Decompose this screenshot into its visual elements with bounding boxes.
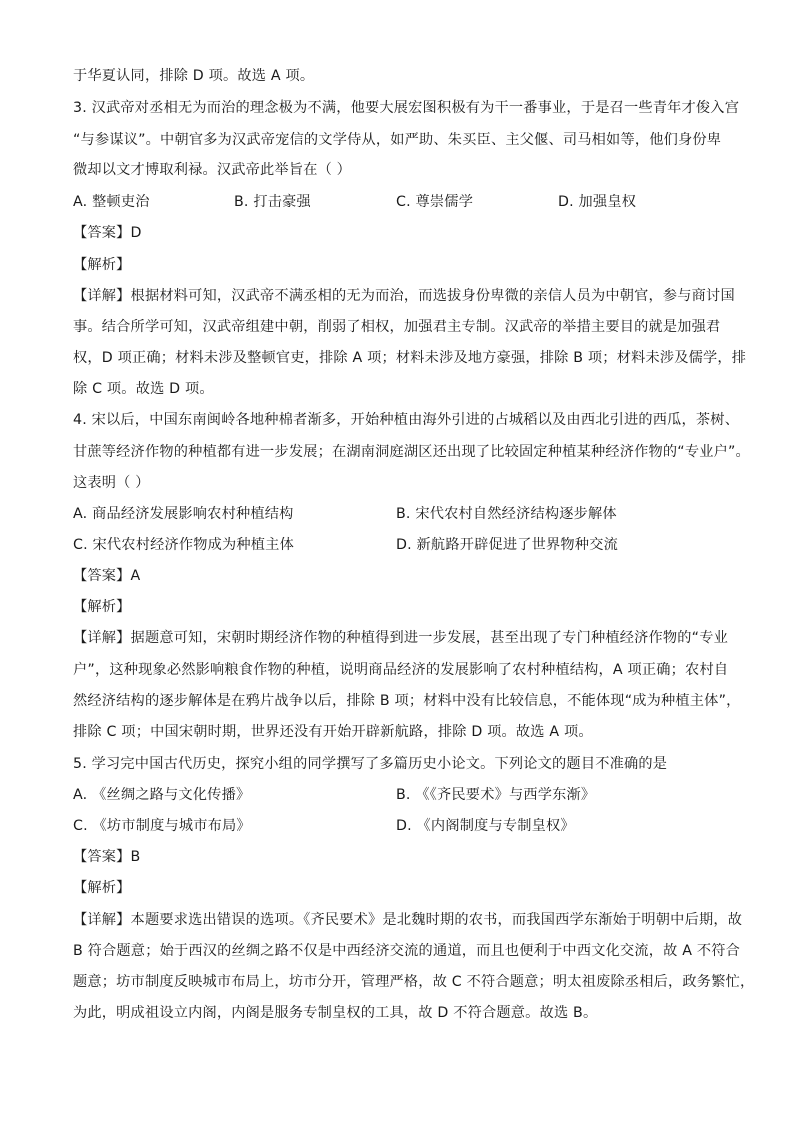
question-4-answer: 【答案】A (73, 568, 141, 584)
question-3-stem-line-1: 3. 汉武帝对丞相无为而治的理念极为不满，他要大展宏图积极有为干一番事业，于是召一些青年才俊入宫 (73, 100, 740, 116)
question-4-detail-line-2: 户”，这种现象必然影响粮食作物的种植，说明商品经济的发展影响了农村种植结构，A 项正确；农村自 (73, 662, 729, 678)
question-5-option-b: B. 《《齐民要术》与西学东渐》 (396, 787, 596, 803)
question-5-answer: 【答案】B (73, 849, 141, 865)
question-3-detail-line-2: 事。结合所学可知，汉武帝组建中朝，削弱了相权，加强君主专制。汉武帝的举措主要目的就是加强君 (73, 319, 721, 335)
question-5-detail-line-3: 题意；坊市制度反映城市布局上，坊市分开，管理严格，故 C 不符合题意；明太祖废除丞相后，政务繁忙， (73, 974, 755, 990)
question-5-option-c: C. 《坊市制度与城市布局》 (73, 818, 251, 834)
question-3-stem-line-2: “与参谋议”。中朝官多为汉武帝宠信的文学侍从，如严助、朱买臣、主父偃、司马相如等，他们身份卑 (73, 132, 722, 148)
question-4-option-b: B. 宋代农村自然经济结构逐步解体 (396, 506, 617, 522)
question-3-answer: 【答案】D (73, 225, 142, 241)
question-5-analysis-label: 【解析】 (73, 880, 131, 896)
question-4-detail-line-3: 然经济结构的逐步解体是在鸦片战争以后，排除 B 项；材料中没有比较信息，不能体现“成为种植主体”， (73, 693, 741, 709)
question-3-detail-line-3: 权，D 项正确；材料未涉及整顿官吏，排除 A 项；材料未涉及地方豪强，排除 B 项；材料未涉及儒学，排 (73, 350, 747, 366)
question-3-option-a: A. 整顿吏治 (73, 194, 150, 210)
question-4-stem-line-1: 4. 宋以后，中国东南闽岭各地种棉者渐多，开始种植由海外引进的占城稻以及由西北引进的西瓜，茶树、 (73, 412, 740, 428)
question-4-stem-line-3: 这表明（ ） (73, 475, 150, 491)
question-5-detail-line-2: B 符合题意；始于西汉的丝绸之路不仅是中西经济交流的通道，而且也便利于中西文化交流，故 A 不符合 (73, 943, 741, 959)
question-5-option-d: D. 《内阁制度与专制皇权》 (396, 818, 575, 834)
question-3-detail-line-4: 除 C 项。故选 D 项。 (73, 381, 214, 397)
question-4-detail-line-4: 排除 C 项；中国宋朝时期，世界还没有开始开辟新航路，排除 D 项。故选 A 项。 (73, 724, 593, 740)
question-3-detail-line-1: 【详解】根据材料可知，汉武帝不满丞相的无为而治，而选拔身份卑微的亲信人员为中朝官，参与商讨国 (73, 288, 735, 304)
question-3-analysis-label: 【解析】 (73, 257, 131, 273)
question-5-detail-line-4: 为此，明成祖设立内阁，内阁是服务专制皇权的工具，故 D 不符合题意。故选 B。 (73, 1005, 598, 1021)
question-3-stem-line-3: 微却以文才博取利禄。汉武帝此举旨在（ ） (73, 162, 352, 178)
question-4-option-c: C. 宋代农村经济作物成为种植主体 (73, 537, 294, 553)
question-5-stem-line-1: 5. 学习完中国古代历史，探究小组的同学撰写了多篇历史小论文。下列论文的题目不准确的是 (73, 756, 668, 772)
answer-continuation-text: 于华夏认同，排除 D 项。故选 A 项。 (73, 68, 315, 84)
question-4-stem-line-2: 甘蔗等经济作物的种植都有进一步发展；在湖南洞庭湖区还出现了比较固定种植某种经济作物的“专业户”。 (73, 444, 750, 460)
question-4-detail-line-1: 【详解】据题意可知，宋朝时期经济作物的种植得到进一步发展，甚至出现了专门种植经济作物的“专业 (73, 630, 728, 646)
question-3-option-c: C. 尊崇儒学 (396, 194, 474, 210)
question-3-option-d: D. 加强皇权 (558, 194, 637, 210)
question-5-detail-line-1: 【详解】本题要求选出错误的选项。《齐民要术》是北魏时期的农书，而我国西学东渐始于明朝中后期，故 (73, 912, 743, 928)
question-4-option-a: A. 商品经济发展影响农村种植结构 (73, 506, 294, 522)
question-4-option-d: D. 新航路开辟促进了世界物种交流 (396, 537, 618, 553)
question-4-analysis-label: 【解析】 (73, 599, 131, 615)
question-5-option-a: A. 《丝绸之路与文化传播》 (73, 787, 251, 803)
question-3-option-b: B. 打击豪强 (234, 194, 311, 210)
